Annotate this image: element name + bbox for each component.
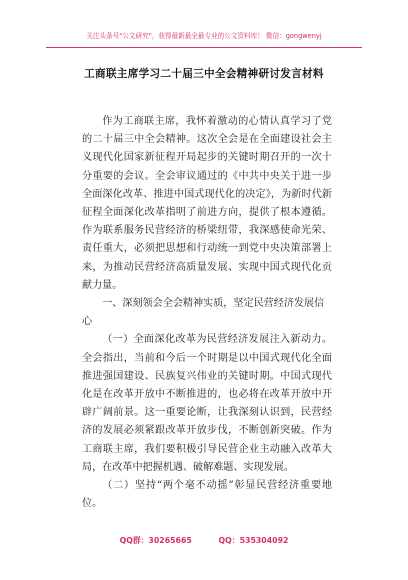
body-paragraph: （一）全面深化改革为民营经济发展注入新动力。全会指出，当前和今后一个时期是以中国式现代化全面推进强国建设、民族复兴伟业的关键时期。中国式现代化是在改革开放中不断推进的，也必将在改革开放中开辟广阔前景。这一重要论断，让我深刻认识到，民营经济的发展必须紧跟改革开放步伐，不断创新突破。作为工商联主席，我们要积极引导民营企业主动融入改革大局，在改革中把握机遇、破解难题、实现发展。 bbox=[82, 334, 332, 473]
body-paragraph: （二）坚持“两个毫不动摇”彰显民营经济重要地位。 bbox=[82, 480, 332, 510]
footer-qq-group: QQ群：30265665 bbox=[119, 536, 192, 545]
header-divider bbox=[46, 47, 362, 48]
footer-contact bbox=[0, 535, 408, 546]
document-body bbox=[82, 113, 332, 513]
section-heading: 一、深刻领会全会精神实质，坚定民营经济发展信心 bbox=[82, 298, 325, 328]
document-title: 工商联主席学习二十届三中全会精神研讨发言材料 bbox=[84, 68, 324, 80]
body-paragraph: 作为工商联主席，我怀着激动的心情认真学习了党的二十届三中全会精神。这次全会是在全面建设社会主义现代化国家新征程开局起步的关键时期召开的一次十分重要的会议。全会审议通过的《中共中央关于进一步全面深化改革、推进中国式现代化的决定》，为新时代新征程全面深化改革指明了前进方向，提供了根本遵循。作为联系服务民营经济的桥梁纽带，我深感使命光荣、责任重大，必须把思想和行动统一到党中央决策部署上来，为推动民营经济高质量发展、实现中国式现代化贡献力量。 bbox=[82, 116, 332, 291]
footer-qq: QQ：535304092 bbox=[218, 536, 289, 545]
header-note: 关注头条号"公文研究"，获得最新最全最专业的公文资料库！ 微信：gongwenyj bbox=[86, 32, 322, 40]
